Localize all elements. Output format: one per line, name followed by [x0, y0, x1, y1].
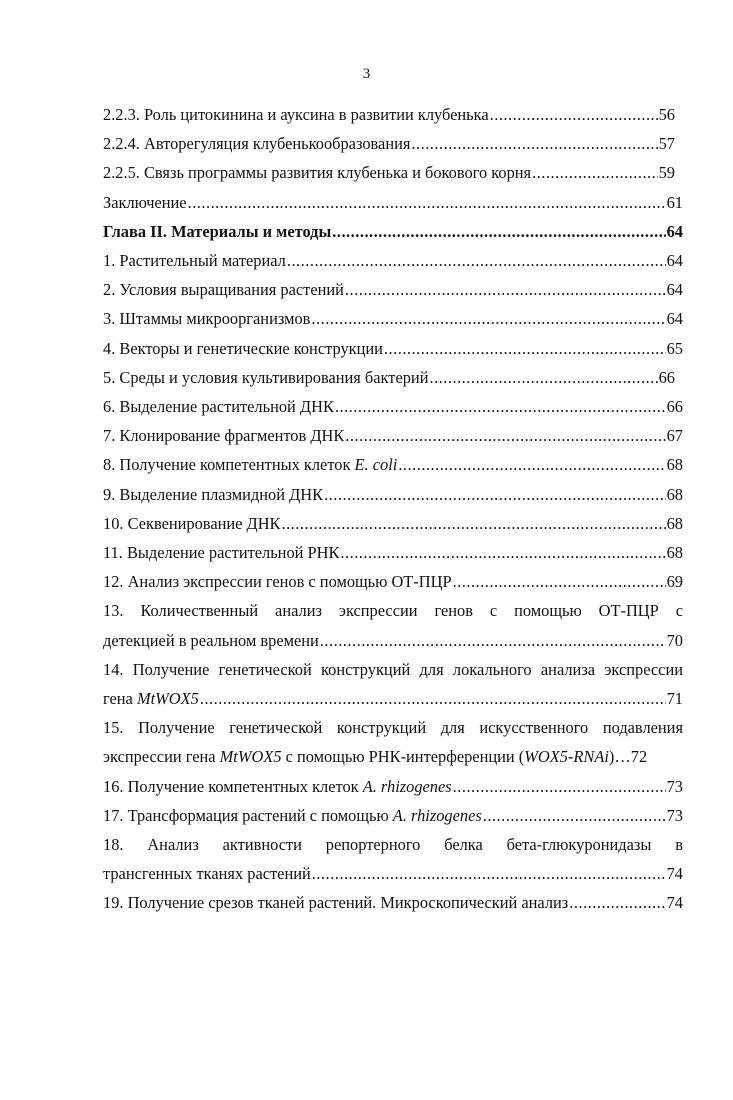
toc-entry-page: 64: [666, 309, 683, 329]
toc-entry-title-italic: A. rhizogenes: [362, 776, 452, 796]
toc-entry-14-line1: 14. Получение генетической конструкций для локального анализа экспрессии: [103, 659, 683, 679]
toc-entry-title: 19. Получение срезов тканей растений. Микроскопический анализ: [103, 893, 569, 913]
toc-entry-page: 61: [666, 192, 683, 212]
toc-entry-16: [103, 772, 683, 801]
toc-leader: [429, 363, 657, 392]
toc-leader: [411, 129, 657, 158]
toc-entry-10: [103, 509, 683, 538]
toc-entry-title: трансгенных тканях растений: [103, 864, 311, 884]
toc-entry-15-line2: [103, 742, 683, 771]
toc-entry-title: 12. Анализ экспрессии генов с помощью ОТ-ПЦР: [103, 572, 452, 592]
toc-entry-title: 5. Среды и условия культивирования бактерий: [103, 367, 429, 387]
toc-entry-4: [103, 334, 683, 363]
toc-entry-title-group: [103, 772, 452, 801]
toc-entry-18-line1: 18. Анализ активности репортерного белка бета-глюкуронидазы в: [103, 835, 683, 855]
toc-leader: [569, 888, 665, 917]
toc-entry-6: [103, 392, 683, 421]
toc-leader: [287, 246, 666, 275]
toc-entry-14-line2: [103, 684, 683, 713]
toc-entry-title: экспрессии гена: [103, 747, 220, 767]
toc-leader: [453, 567, 666, 596]
toc-entry-5: [103, 363, 683, 392]
toc-entry-page: 70: [666, 630, 683, 650]
toc-entry-title: 8. Получение компетентных клеток: [103, 455, 355, 475]
toc-leader: [332, 217, 665, 246]
toc-entry-title-italic: WOX5-RNAi: [524, 747, 609, 767]
toc-entry-2-2-4: [103, 129, 683, 158]
toc-entry-page: 57: [658, 134, 675, 154]
toc-entry-title-italic: MtWOX5: [136, 689, 199, 709]
toc-entry-page: 64: [666, 280, 683, 300]
toc-leader: [311, 304, 665, 333]
toc-entry-11: [103, 538, 683, 567]
toc-entry-18-line2: [103, 859, 683, 888]
toc-entry-title: 2.2.3. Роль цитокинина и ауксина в развитии клубенька: [103, 105, 489, 124]
toc-entry-page: 73: [666, 776, 683, 796]
toc-entry-page: 65: [666, 338, 683, 358]
toc-entry-title: 6. Выделение растительной ДНК: [103, 397, 334, 417]
toc-entry-9: [103, 480, 683, 509]
toc-entry-2: [103, 275, 683, 304]
toc-chapter-2-heading: [103, 217, 683, 246]
toc-entry-page: 68: [666, 484, 683, 504]
toc-entry-page: 66: [666, 397, 683, 417]
toc-entry-title: 1. Растительный материал: [103, 251, 286, 271]
toc-entry-1: [103, 246, 683, 275]
toc-entry-title-italic: E. coli: [354, 455, 398, 475]
toc-entry-title: 4. Векторы и генетические конструкции: [103, 338, 383, 358]
toc-leader: [345, 421, 665, 450]
toc-entry-title: гена: [103, 689, 137, 709]
toc-entry-title: 7. Клонирование фрагментов ДНК: [103, 426, 345, 446]
toc-entry-page: 69: [666, 572, 683, 592]
toc-entry-12: [103, 567, 683, 596]
toc-leader: [483, 801, 666, 830]
toc-entry-3: [103, 304, 683, 333]
toc-entry-19: [103, 888, 683, 917]
toc-entry-page: 71: [666, 689, 683, 709]
toc-leader: [324, 480, 666, 509]
toc-leader: [532, 158, 658, 187]
toc-entry-13-line2: [103, 626, 683, 655]
toc-entry-page: 74: [666, 864, 683, 884]
toc-entry-title: 2.2.5. Связь программы развития клубенька и бокового корня: [103, 163, 532, 183]
toc-leader: [188, 188, 666, 217]
toc-entry-title: с помощью РНК-интерференции (: [281, 747, 525, 767]
toc-leader: [340, 538, 665, 567]
toc-entry-title: 2. Условия выращивания растений: [103, 280, 344, 300]
toc-entry-title: 2.2.4. Авторегуляция клубенькообразования: [103, 134, 411, 154]
toc-entry-title: 10. Секвенирование ДНК: [103, 513, 281, 533]
toc-leader: [200, 684, 666, 713]
toc-leader: [384, 334, 666, 363]
toc-entry-page: 73: [666, 805, 683, 825]
toc-entry-title-group: [103, 450, 397, 479]
toc-entry-page: 56: [658, 105, 675, 124]
toc-entry-page: 64: [666, 221, 683, 241]
toc-entry-conclusion: [103, 188, 683, 217]
toc-entry-title: 17. Трансформация растений с помощью: [103, 805, 393, 825]
toc-leader: [335, 392, 666, 421]
toc-entry-8: [103, 450, 683, 479]
toc-entry-title: )…: [608, 747, 631, 767]
toc-entry-page: 68: [666, 455, 683, 475]
toc-entry-15-line1: 15. Получение генетической конструкций для искусственного подавления: [103, 718, 683, 738]
toc-entry-title-group: [103, 742, 631, 771]
toc-leader: [320, 626, 666, 655]
toc-entry-page: 74: [666, 893, 683, 913]
toc-leader: [490, 100, 658, 129]
toc-entry-title: 11. Выделение растительной РНК: [103, 543, 340, 563]
toc-entry-page: 59: [658, 163, 675, 183]
toc-entry-page: 72: [630, 747, 648, 767]
toc-leader: [281, 509, 665, 538]
page-number: 3: [362, 66, 371, 82]
toc-leader: [312, 859, 666, 888]
toc-leader: [398, 450, 665, 479]
toc-entry-title: 16. Получение компетентных клеток: [103, 776, 363, 796]
toc-entry-title-italic: MtWOX5: [219, 747, 282, 767]
toc-entry-2-2-3: [103, 100, 683, 129]
toc-entry-page: 66: [658, 367, 675, 387]
toc-entry-page: 64: [666, 251, 683, 271]
toc-leader: [345, 275, 666, 304]
table-of-contents: [103, 100, 683, 918]
toc-entry-2-2-5: [103, 158, 683, 187]
toc-entry-title: 3. Штаммы микроорганизмов: [103, 309, 311, 329]
toc-entry-title-group: [103, 684, 199, 713]
toc-entry-7: [103, 421, 683, 450]
toc-entry-title: детекцией в реальном времени: [103, 630, 319, 650]
toc-entry-17: [103, 801, 683, 830]
toc-entry-13-line1: 13. Количественный анализ экспрессии генов с помощью ОТ-ПЦР с: [103, 601, 683, 621]
toc-entry-page: 67: [666, 426, 683, 446]
toc-entry-page: 68: [666, 543, 683, 563]
toc-entry-title-group: [103, 801, 482, 830]
toc-leader: [453, 772, 666, 801]
toc-entry-page: 68: [666, 513, 683, 533]
toc-entry-title-italic: A. rhizogenes: [392, 805, 482, 825]
toc-entry-title: Глава II. Материалы и методы: [103, 221, 332, 241]
toc-entry-title: 9. Выделение плазмидной ДНК: [103, 484, 324, 504]
toc-entry-title: Заключение: [103, 192, 187, 212]
